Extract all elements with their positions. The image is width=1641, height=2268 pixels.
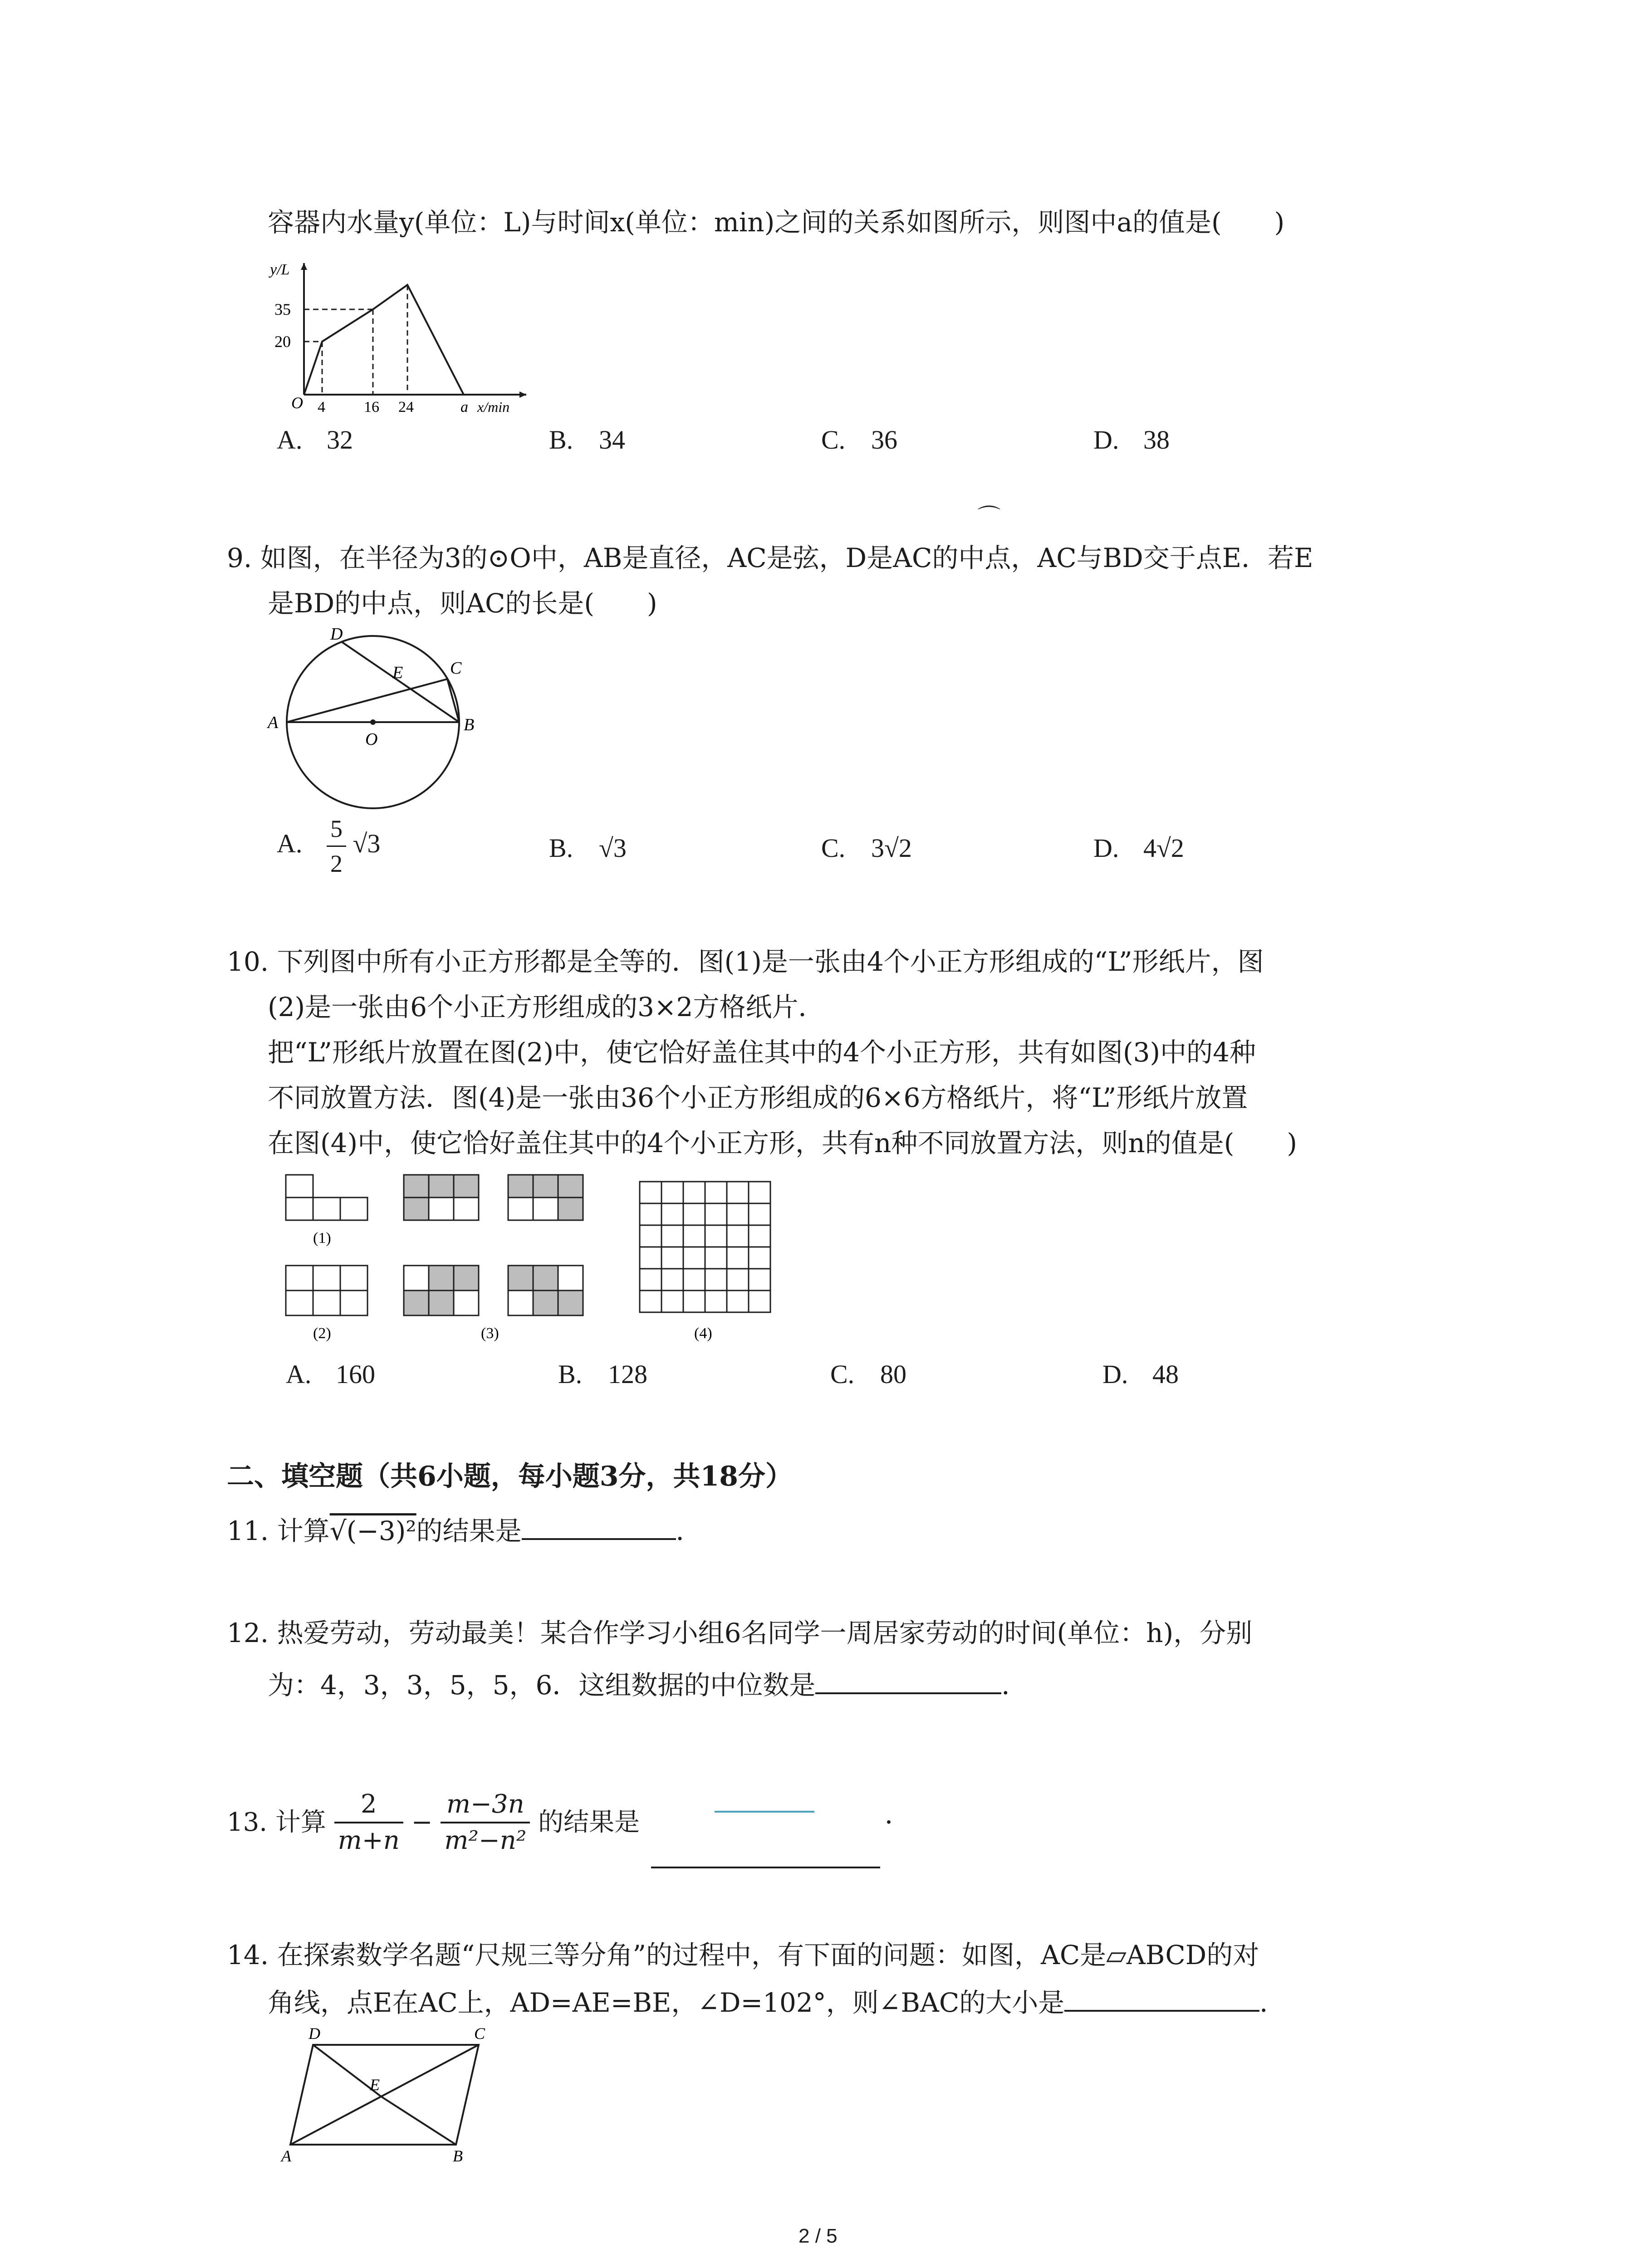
q10-option-c: C. 80	[830, 1359, 906, 1389]
q8-option-d: D. 38	[1093, 425, 1170, 455]
q14-line2: 角线，点E在AC上，AD=AE=BE，∠D=102°，则∠BAC的大小是 ．	[268, 1980, 1286, 2025]
q14-label-d: D	[309, 2024, 320, 2043]
q8-xtick-16: 16	[364, 399, 379, 415]
q9-label-d: D	[330, 625, 343, 644]
q14-label-c: C	[474, 2024, 485, 2043]
q12-answer-blank[interactable]	[815, 1665, 1001, 1694]
q14-label-e: E	[370, 2076, 380, 2094]
q11-line: 11. 计算√(−3)²的结果是 ．	[227, 1508, 702, 1554]
q8-x-label: x/min	[477, 399, 510, 415]
q10-caption-1: (1)	[313, 1230, 331, 1246]
q8-x-arrow	[519, 391, 526, 398]
q10-option-a: A. 160	[286, 1359, 375, 1389]
q9-label-c: C	[450, 659, 462, 678]
q10-figure-2-grid	[286, 1266, 367, 1315]
q14-label-b: B	[453, 2147, 463, 2165]
q10-text-line3: 把“L”形纸片放置在图(2)中，使它恰好盖住其中的4个小正方形，共有如图(3)中的4种	[268, 1037, 1256, 1068]
q13-fraction-1: $\frac{2}{m+n}$	[334, 1792, 403, 1853]
q9-label-o: O	[365, 730, 378, 749]
q11-expression: √(−3)²	[329, 1515, 416, 1546]
q8-y-label: y/L	[270, 261, 290, 278]
q8-ytick-35: 35	[274, 300, 291, 318]
q9-circle-figure	[254, 621, 508, 812]
q10-grid-figures	[272, 1170, 789, 1352]
q10-text-line2: (2)是一张由6个小正方形组成的3×2方格纸片．	[268, 992, 825, 1022]
q12-line2: 为：4，3，3，5，5，6．这组数据的中位数是 ．	[268, 1662, 1028, 1708]
q10-caption-4: (4)	[694, 1325, 712, 1342]
q10-figure-3-placements	[404, 1175, 583, 1315]
q8-water-curve	[304, 285, 464, 395]
q14-text-line1: 14. 在探索数学名题“尺规三等分角”的过程中，有下面的问题：如图，AC是▱ABCD的对	[227, 1940, 1259, 1970]
q8-xtick-4: 4	[318, 399, 325, 415]
q14-answer-blank[interactable]	[1064, 1983, 1259, 2012]
q8-ytick-20: 20	[274, 332, 291, 351]
q9-text-line2: 是BD的中点，则AC的长是( )	[268, 588, 657, 619]
q13-answer-blank[interactable]	[651, 1867, 880, 1868]
q10-placement-2	[508, 1175, 583, 1220]
q14-label-a: A	[281, 2147, 291, 2165]
q9-label-a: A	[268, 713, 279, 732]
q10-figure-4-6x6-grid	[640, 1182, 770, 1312]
q10-placement-3	[404, 1266, 479, 1315]
q11-answer-blank[interactable]	[522, 1511, 676, 1540]
page-number: 2 / 5	[798, 2225, 838, 2247]
q8-text: 容器内水量y(单位：L)与时间x(单位：min)之间的关系如图所示，则图中a的值是( )	[268, 207, 1285, 238]
q10-option-b: B. 128	[558, 1359, 647, 1389]
q8-option-a: A. 32	[277, 425, 353, 455]
q8-origin-label: O	[291, 394, 303, 412]
q9-option-c: C. 3√2	[821, 833, 912, 863]
q9-chord-ac	[287, 679, 447, 722]
q9-option-b: B. √3	[549, 833, 627, 863]
q14-segment-eb	[381, 2097, 456, 2145]
q13-line: 13. 计算 $\frac{2}{m+n}$ − $\frac{m-3n}{\text{m²−n²}}$ 的结果是	[227, 1789, 640, 1855]
q9-text-line1: 9. 如图，在半径为3的⊙O中，AB是直径，AC是弦，D是AC的中点，AC与BD交于点E．若E	[227, 543, 1313, 573]
q9-label-b: B	[464, 715, 475, 734]
q9-label-e: E	[392, 663, 403, 682]
q8-y-arrow	[301, 263, 307, 270]
q9-arc-mark: ⌒	[978, 504, 1000, 530]
q8-xtick-a: a	[460, 399, 468, 415]
q10-caption-2: (2)	[313, 1325, 331, 1342]
q10-text-line1: 10. 下列图中所有小正方形都是全等的．图(1)是一张由4个小正方形组成的“L”形纸片，图	[227, 946, 1264, 977]
q14-parallelogram-figure	[272, 2023, 517, 2173]
q9-center-dot	[370, 719, 376, 725]
q8-option-b: B. 34	[549, 425, 625, 455]
q13-period: ．	[885, 1799, 911, 1830]
q10-option-d: D. 48	[1102, 1359, 1179, 1389]
q8-xtick-24: 24	[398, 399, 414, 415]
q12-text-line1: 12. 热爱劳动，劳动最美！某合作学习小组6名同学一周居家劳动的时间(单位：h)，分别	[227, 1618, 1253, 1648]
q8-graph	[254, 254, 535, 417]
q10-figure-1-l-shape	[286, 1175, 367, 1220]
q14-diagonal-ac	[290, 2045, 479, 2145]
q9-option-a: A. $\frac{5}{2}$ √3	[277, 815, 381, 877]
q10-text-line4: 不同放置方法．图(4)是一张由36个小正方形组成的6×6方格纸片，将“L”形纸片放置	[268, 1082, 1248, 1113]
q13-fraction-2: $\frac{m-3n}{\text{m²−n²}}$	[441, 1792, 530, 1853]
q8-option-c: C. 36	[821, 425, 897, 455]
q10-placement-4	[508, 1266, 583, 1315]
q10-text-line5: 在图(4)中，使它恰好盖住其中的4个小正方形，共有n种不同放置方法，则n的值是( )	[268, 1128, 1298, 1158]
q10-caption-3: (3)	[481, 1325, 499, 1342]
q9-option-d: D. 4√2	[1093, 833, 1184, 863]
q10-placement-1	[404, 1175, 479, 1220]
section-2-title: 二、填空题（共6小题，每小题3分，共18分）	[227, 1461, 793, 1492]
q13-answer-underline-blue	[715, 1811, 814, 1813]
